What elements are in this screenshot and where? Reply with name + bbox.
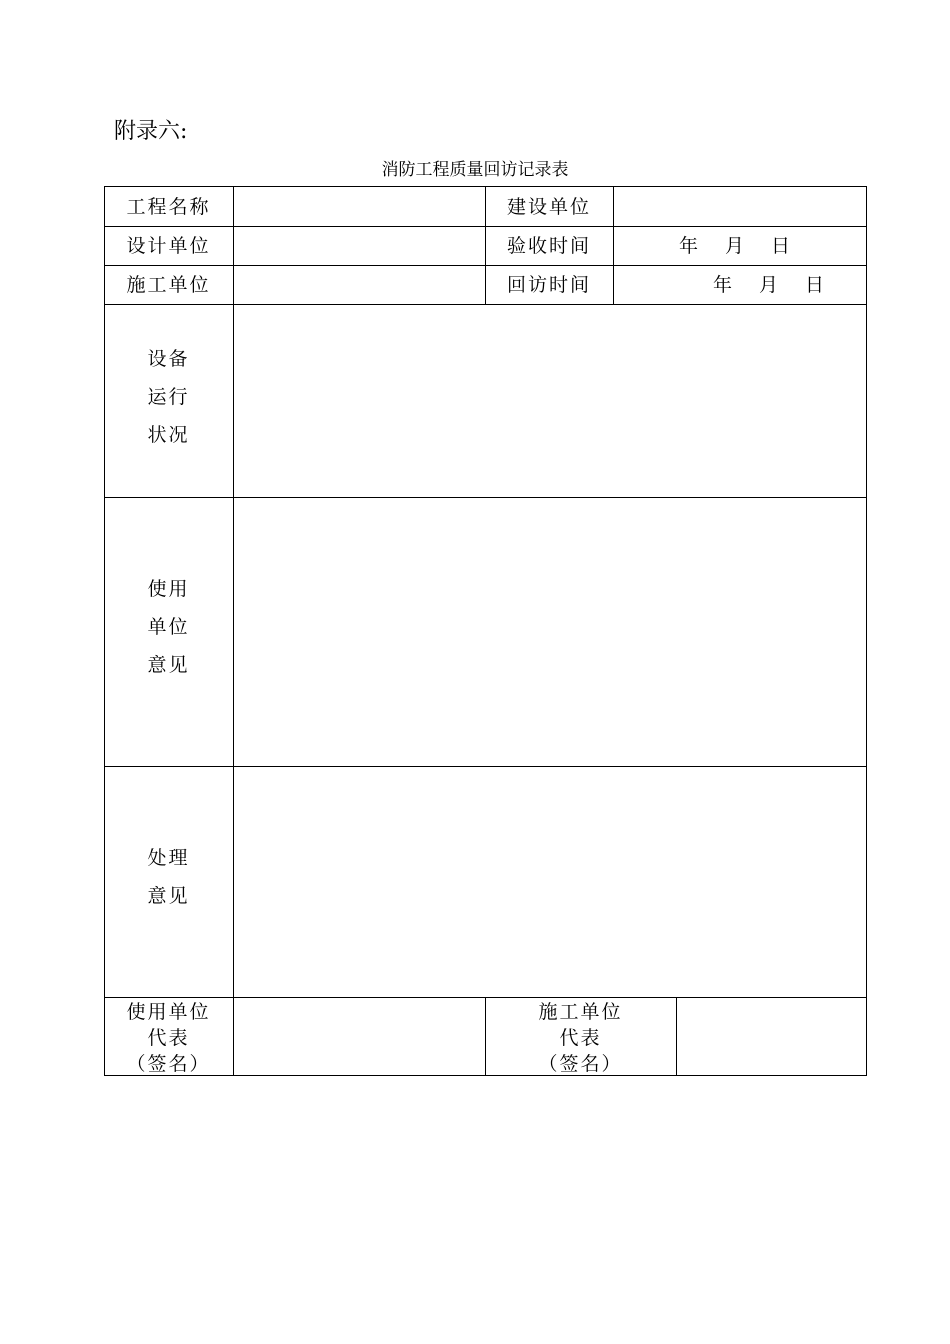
builder-unit-field[interactable] — [239, 270, 479, 298]
design-unit-label: 设计单位 — [126, 235, 211, 257]
project-name-field[interactable] — [239, 192, 479, 220]
design-unit-field[interactable] — [239, 231, 479, 259]
construction-unit-label: 建设单位 — [506, 196, 591, 218]
user-opinion-field[interactable] — [235, 499, 865, 765]
record-table — [104, 186, 867, 1076]
handling-opinion-label: 处理 意见 — [147, 847, 190, 907]
acceptance-time-field[interactable]: 年 月 日 — [679, 235, 795, 257]
acceptance-time-label: 验收时间 — [506, 235, 591, 257]
appendix-label: 附录六: — [114, 119, 188, 144]
form-title: 消防工程质量回访记录表 — [381, 160, 569, 180]
revisit-time-field[interactable]: 年 月 日 — [713, 274, 829, 296]
builder-rep-signature-label: 施工单位 代表 （签名） — [538, 1001, 623, 1075]
construction-unit-field[interactable] — [619, 192, 859, 220]
user-rep-signature-field[interactable] — [235, 999, 484, 1075]
handling-opinion-field[interactable] — [235, 768, 865, 996]
equipment-status-field[interactable] — [235, 306, 865, 496]
user-opinion-label: 使用 单位 意见 — [147, 578, 190, 676]
builder-unit-label: 施工单位 — [126, 274, 211, 296]
equipment-status-label: 设备 运行 状况 — [147, 348, 190, 446]
user-rep-signature-label: 使用单位 代表 （签名） — [126, 1001, 211, 1075]
project-name-label: 工程名称 — [126, 196, 211, 218]
revisit-time-label: 回访时间 — [506, 274, 591, 296]
builder-rep-signature-field[interactable] — [678, 999, 866, 1075]
